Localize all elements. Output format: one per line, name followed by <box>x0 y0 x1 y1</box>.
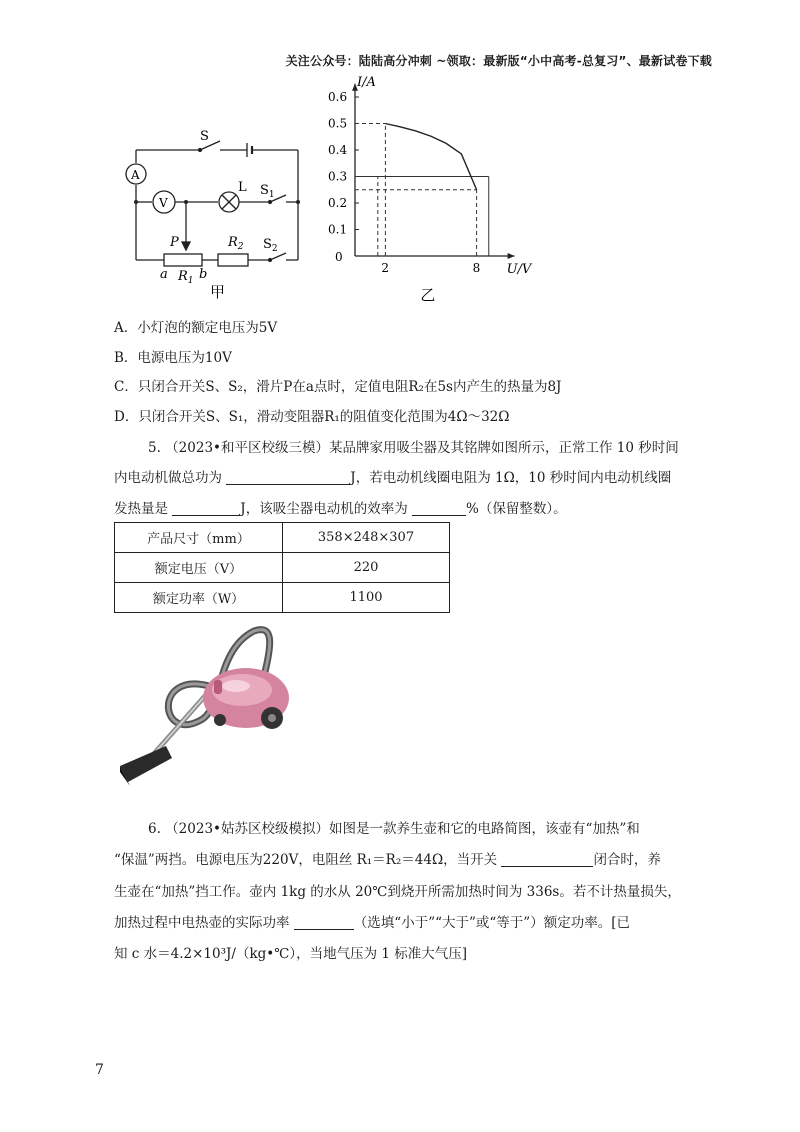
page-header: 关注公众号：陆陆高分冲刺 ~领取：最新版“小中高考-总复习”、最新试卷下载 <box>285 54 712 68</box>
label-p: P <box>170 235 179 250</box>
x-axis-label: U/V <box>506 262 532 277</box>
q5-line1: 5. （2023•和平区校级三模）某品牌家用吸尘器及其铭牌如图所示，正常工作 10 秒时间 <box>148 440 679 456</box>
table-value: 220 <box>283 553 450 583</box>
page-number: 7 <box>95 1062 104 1078</box>
circuit-diagram <box>120 118 310 301</box>
table-key: 额定电压（V） <box>115 553 283 583</box>
option-d: D．只闭合开关S、S₁，滑动变阻器R₁的阻值变化范围为4Ω～32Ω <box>114 409 510 425</box>
table-row <box>115 523 450 553</box>
label-s1: $S_1$ <box>260 183 275 200</box>
option-b: B．电源电压为10V <box>114 350 232 366</box>
option-c: C．只闭合开关S、S₂，滑片P在a点时，定值电阻R₂在5s内产生的热量为8J <box>114 379 562 395</box>
iu-chart <box>320 74 600 308</box>
y-tick-label: 0.4 <box>328 143 348 157</box>
q5-blank-3[interactable] <box>412 501 466 516</box>
q6-line2: “保温”两挡。电源电压为220V，电阻丝 R₁＝R₂＝44Ω，当开关 闭合时，养 <box>114 852 661 868</box>
q5-blank-1[interactable] <box>226 470 350 485</box>
x-tick-label: 8 <box>472 261 481 275</box>
table-key: 产品尺寸（mm） <box>115 523 283 553</box>
x-axis-arrow <box>508 253 515 259</box>
y-axis-label: I/A <box>357 74 376 90</box>
table-row <box>115 583 450 613</box>
q5-blank-2[interactable] <box>172 501 240 516</box>
y-tick-label: 0.6 <box>328 90 348 104</box>
figure-caption-jia: 甲 <box>210 283 226 301</box>
label-a: a <box>160 267 168 282</box>
y-tick-label: 0.5 <box>328 116 348 131</box>
ammeter-label: A <box>131 168 140 182</box>
vacuum-cleaner-image <box>114 616 289 801</box>
label-r1: $R_1$ <box>178 269 194 286</box>
table-value: 1100 <box>283 583 450 613</box>
figure-caption-yi: 乙 <box>420 286 436 304</box>
label-b: b <box>199 267 208 282</box>
lamp-label: L <box>238 180 247 195</box>
series-curve <box>385 124 476 190</box>
q5-line2: 内电动机做总功为 J，若电动机线圈电阻为 1Ω，10 秒时间内电动机线圈 <box>114 470 672 486</box>
y-tick-label: 0.3 <box>328 169 348 184</box>
table-row <box>115 553 450 583</box>
q6-line5: 知 c 水＝4.2×10³J/（kg•℃），当地气压为 1 标准大气压] <box>114 946 468 962</box>
y-tick-label: 0.2 <box>328 196 348 210</box>
y-tick-label: 0.1 <box>328 222 348 237</box>
voltmeter-label: V <box>159 196 168 210</box>
q6-line3: 生壶在“加热”挡工作。壶内 1kg 的水从 20℃到烧开所需加热时间为 336s。若不计热量损失， <box>114 884 681 900</box>
q6-blank-1[interactable] <box>501 852 593 867</box>
label-r2: $R_2$ <box>228 235 244 252</box>
table-value: 358×248×307 <box>283 523 450 553</box>
label-s2: $S_2$ <box>263 237 278 254</box>
origin-label: 0 <box>335 250 343 264</box>
label-s: S <box>200 129 209 144</box>
spec-table <box>114 522 450 613</box>
option-a: A．小灯泡的额定电压为5V <box>114 320 278 336</box>
q5-line3: 发热量是 J，该吸尘器电动机的效率为 %（保留整数）。 <box>114 501 567 517</box>
q6-line1: 6. （2023•姑苏区校级模拟）如图是一款养生壶和它的电路简图，该壶有“加热”和 <box>148 821 640 837</box>
q6-blank-2[interactable] <box>294 915 354 930</box>
table-key: 额定功率（W） <box>115 583 283 613</box>
q6-line4: 加热过程中电热壶的实际功率 （选填“小于”“大于”或“等于”）额定功率。[已 <box>114 915 630 931</box>
x-tick-label: 2 <box>381 261 390 275</box>
